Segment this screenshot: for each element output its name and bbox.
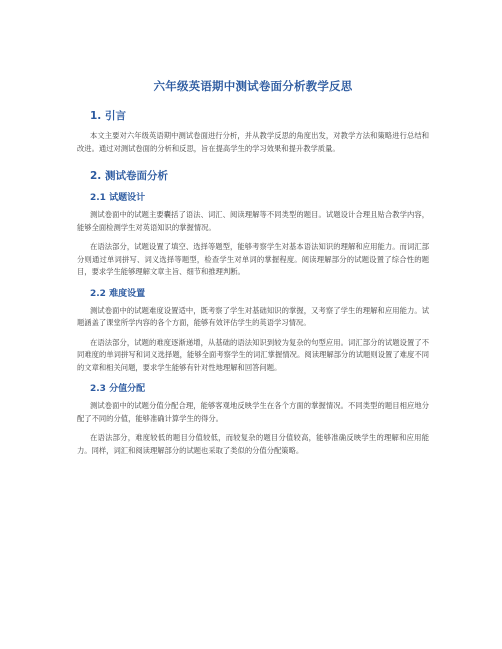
document-page <box>77 78 429 464</box>
scoring-paragraph-1: 测试卷面中的试题分值分配合理，能够客观地反映学生在各个方面的掌握情况。不同类型的题目相应地分配了不同的分值，能够准确计算学生的得分。 <box>77 401 429 423</box>
subsection-heading-design: 2.1 试题设计 <box>90 193 146 203</box>
scoring-paragraph-2: 在语法部分，难度较低的题目分值较低，而较复杂的题目分值较高，能够准确反映学生的理解和应用能力。同样，词汇和阅读理解部分的试题也采取了类似的分值分配策略。 <box>77 433 429 455</box>
design-paragraph-1: 测试卷面中的试题主要囊括了语法、词汇、阅读理解等不同类型的题目。试题设计合理且贴合教学内容，能够全面检测学生对英语知识的掌握情况。 <box>77 210 429 232</box>
subsection-heading-scoring: 2.3 分值分配 <box>90 384 146 394</box>
document-title: 六年级英语期中测试卷面分析教学反思 <box>153 79 353 93</box>
difficulty-paragraph-2: 在语法部分，试题的难度逐渐递增，从基础的语法知识到较为复杂的句型应用。词汇部分的试题设置了不同难度的单词拼写和词义选择题，能够全面考察学生的词汇掌握情况。阅读理解部分的试题则设置了难度不同的文章和相关问题，要求学生能够有针对性地理解和回答问题。 <box>77 337 429 372</box>
introduction-paragraph: 本文主要对六年级英语期中测试卷面进行分析，并从教学反思的角度出发，对教学方法和策略进行总结和改进。通过对测试卷面的分析和反思，旨在提高学生的学习效果和提升教学质量。 <box>77 131 429 153</box>
section-heading-analysis: 2. 测试卷面分析 <box>90 170 168 182</box>
difficulty-paragraph-1: 测试卷面中的试题难度设置适中，既考察了学生对基础知识的掌握，又考察了学生的理解和应用能力。试题涵盖了课堂所学内容的各个方面，能够有效评估学生的英语学习情况。 <box>77 305 429 327</box>
subsection-heading-difficulty: 2.2 难度设置 <box>90 288 146 299</box>
section-heading-introduction: 1. 引言 <box>90 110 126 122</box>
design-paragraph-2: 在语法部分，试题设置了填空、选择等题型，能够考察学生对基本语法知识的理解和应用能力。而词汇部分则通过单词拼写、词义选择等题型，检查学生对单词的掌握程度。阅读理解部分的试题设置了综合性的题目，要求学生能够理解文章主旨、细节和推理判断。 <box>77 242 429 276</box>
